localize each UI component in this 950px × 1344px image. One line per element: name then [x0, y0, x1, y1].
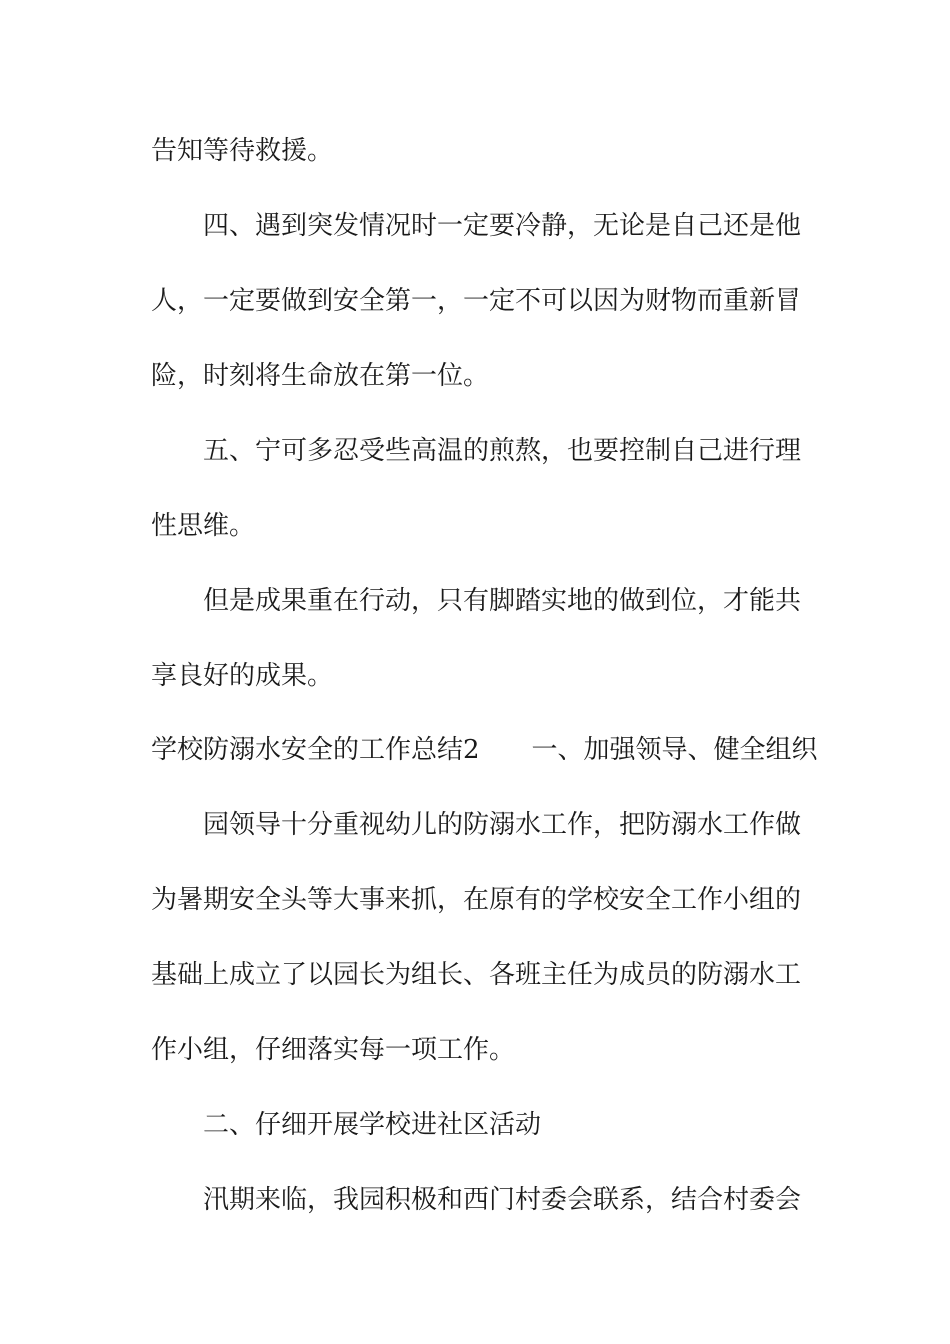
text-line: 作小组，仔细落实每一项工作。: [151, 1035, 516, 1065]
text-line: 基础上成立了以园长为组长、各班主任为成员的防溺水工: [151, 960, 802, 990]
paragraph-four-line: 四、遇到突发情况时一定要冷静，无论是自己还是他: [203, 211, 802, 241]
paragraph-flood-season-line: 汛期来临，我园积极和西门村委会联系，结合村委会: [203, 1185, 802, 1215]
subheading-community-activity: 二、仔细开展学校进社区活动: [203, 1110, 542, 1140]
text-line: 为暑期安全头等大事来抓，在原有的学校安全工作小组的: [151, 885, 802, 915]
text-line: 告知等待救援。: [151, 136, 334, 166]
paragraph-five-line: 五、宁可多忍受些高温的煎熬，也要控制自己进行理: [203, 436, 802, 466]
text-line: 性思维。: [151, 511, 256, 541]
paragraph-conclusion-line: 但是成果重在行动，只有脚踏实地的做到位，才能共: [203, 586, 802, 616]
text-line: 享良好的成果。: [151, 661, 334, 691]
paragraph-leadership-line: 园领导十分重视幼儿的防溺水工作，把防溺水工作做: [203, 810, 802, 840]
text-line: 险，时刻将生命放在第一位。: [151, 361, 490, 391]
section-heading: 学校防溺水安全的工作总结2 一、加强领导、健全组织: [151, 735, 818, 765]
text-line: 人，一定要做到安全第一，一定不可以因为财物而重新冒: [151, 286, 802, 316]
